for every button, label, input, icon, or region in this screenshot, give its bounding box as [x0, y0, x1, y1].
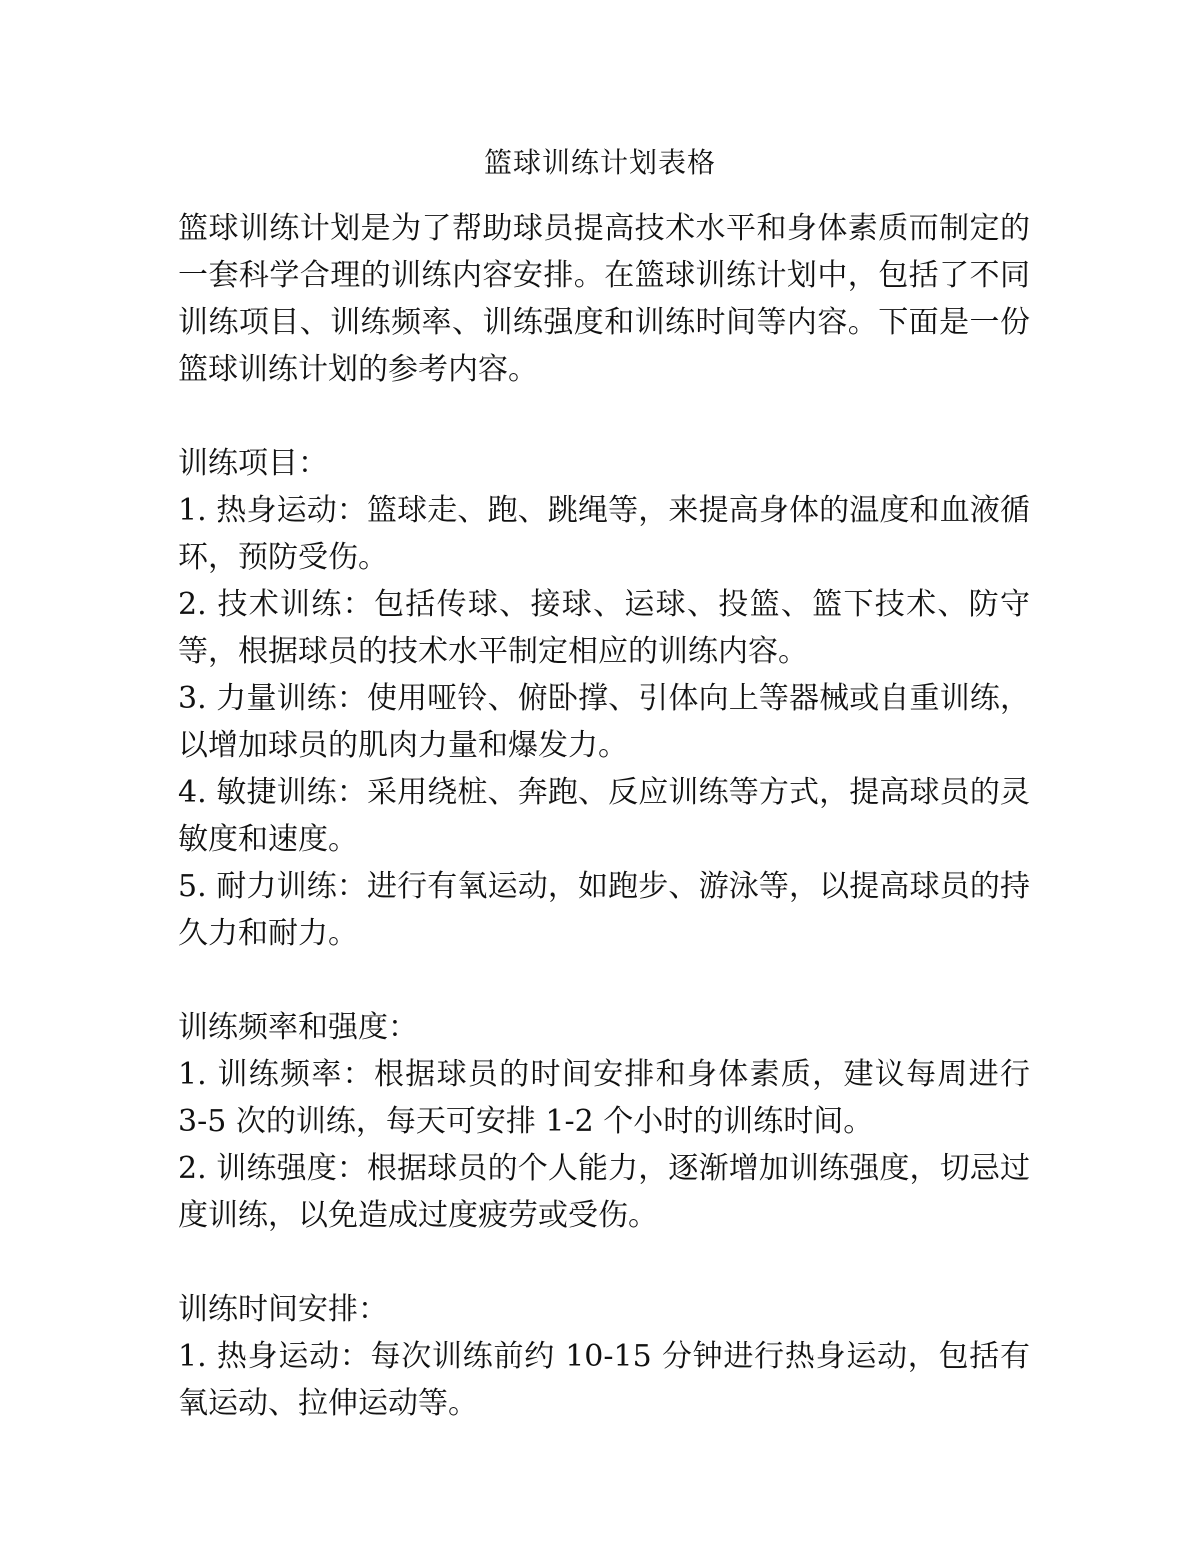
section-heading-training-items: 训练项目：	[178, 446, 328, 481]
paragraph-spacer	[178, 957, 1030, 1004]
paragraph-spacer	[178, 393, 1030, 440]
training-item-strength: 3. 力量训练：使用哑铃、俯卧撑、引体向上等器械或自重训练，以增加球员的肌肉力量和爆发力。	[178, 681, 1030, 763]
paragraph-spacer	[178, 1239, 1030, 1286]
training-item-technique: 2. 技术训练：包括传球、接球、运球、投篮、篮下技术、防守等，根据球员的技术水平制定相应的训练内容。	[178, 587, 1030, 669]
schedule-item-warmup: 1. 热身运动：每次训练前约 10-15 分钟进行热身运动，包括有氧运动、拉伸运动等。	[178, 1339, 1030, 1421]
training-item-warmup: 1. 热身运动：篮球走、跑、跳绳等，来提高身体的温度和血液循环，预防受伤。	[178, 493, 1030, 575]
frequency-item: 1. 训练频率：根据球员的时间安排和身体素质，建议每周进行 3-5 次的训练，每天可安排 1-2 个小时的训练时间。	[178, 1057, 1030, 1139]
intensity-item: 2. 训练强度：根据球员的个人能力，逐渐增加训练强度，切忌过度训练，以免造成过度疲劳或受伤。	[178, 1151, 1030, 1233]
section-heading-frequency-intensity: 训练频率和强度：	[178, 1010, 418, 1045]
intro-paragraph: 篮球训练计划是为了帮助球员提高技术水平和身体素质而制定的一套科学合理的训练内容安排。在篮球训练计划中，包括了不同训练项目、训练频率、训练强度和训练时间等内容。下面是一份篮球训练计划的参考内容。	[178, 211, 1030, 387]
document-title: 篮球训练计划表格	[483, 146, 716, 179]
document-body	[178, 205, 1030, 1427]
training-item-agility: 4. 敏捷训练：采用绕桩、奔跑、反应训练等方式，提高球员的灵敏度和速度。	[178, 775, 1030, 857]
training-item-endurance: 5. 耐力训练：进行有氧运动，如跑步、游泳等，以提高球员的持久力和耐力。	[178, 869, 1030, 951]
section-heading-schedule: 训练时间安排：	[178, 1292, 388, 1327]
